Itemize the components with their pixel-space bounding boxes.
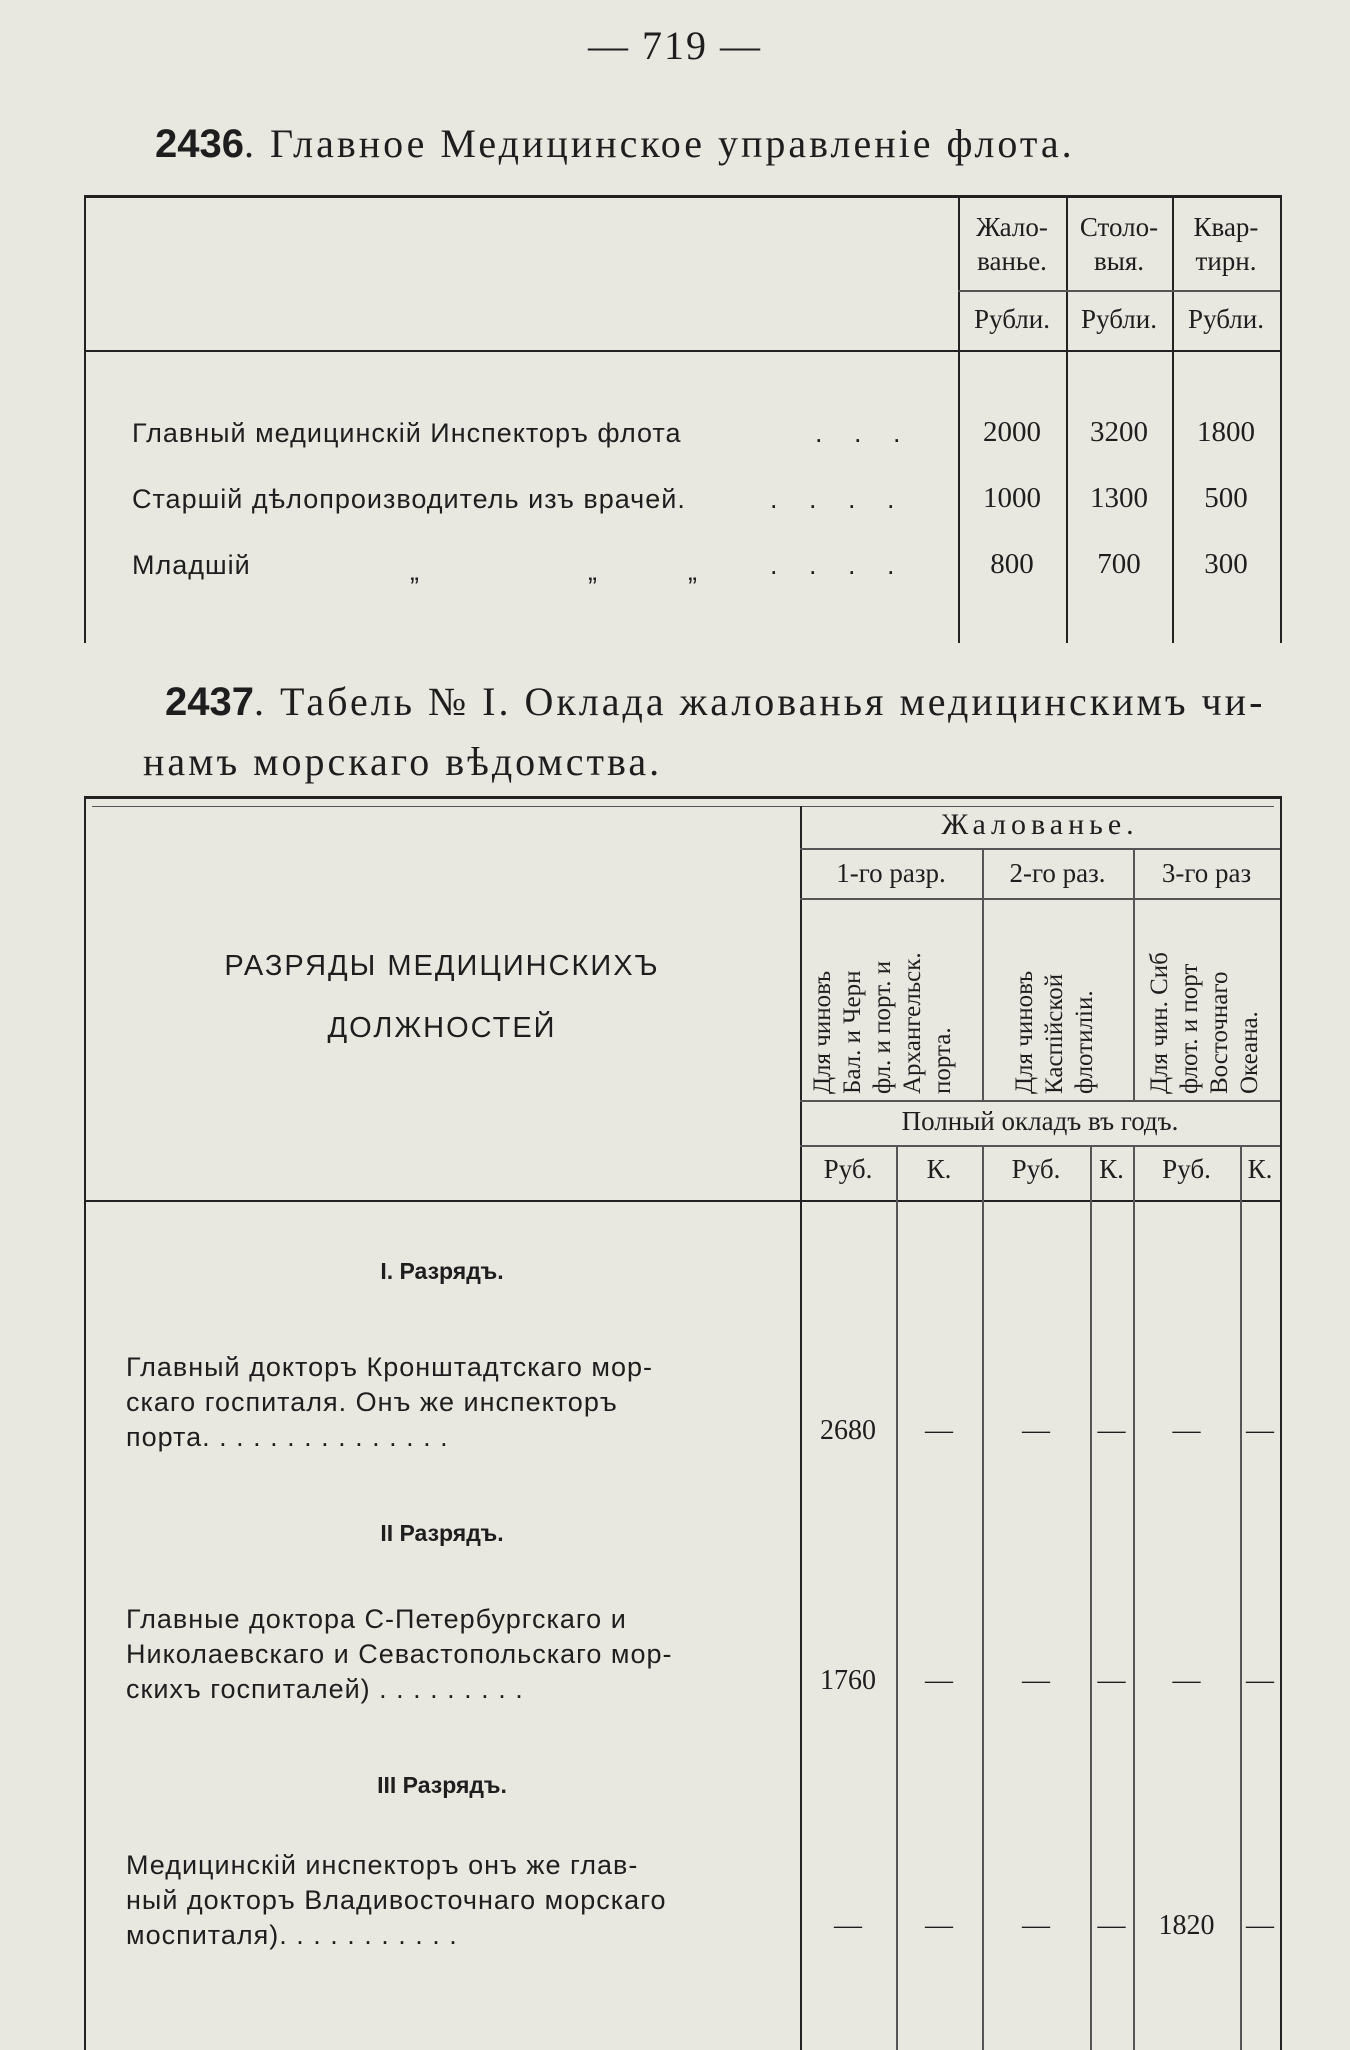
leader-dots: . . . . — [770, 484, 907, 514]
header-divider — [958, 290, 1280, 292]
group-header-rule — [800, 898, 1280, 900]
value-cell: — — [925, 1665, 953, 1696]
unit-label: К. — [1247, 1154, 1273, 1184]
row-header-line1: РАЗРЯДЫ МЕДИЦИНСКИХЪ — [224, 950, 660, 982]
unit-label: Руб. — [1162, 1154, 1211, 1184]
full-salary-header: Полный окладъ въ годъ. — [901, 1106, 1179, 1136]
section-title: . Главное Медицинское управленіе флота. — [243, 121, 1075, 166]
value-cell: 700 — [1097, 548, 1141, 580]
header-bottom-rule — [84, 1200, 1282, 1202]
value-cell: — — [1097, 1665, 1126, 1696]
value-cell: 300 — [1204, 548, 1248, 580]
unit-label: Рубли. — [974, 304, 1050, 334]
rotated-header: Для чиновъ Бал. и Черн фл. и порт. и Архангельск. порта. — [809, 952, 956, 1094]
unit-label: К. — [926, 1154, 952, 1184]
table-left-rule — [84, 796, 86, 2050]
value-cell: — — [1246, 1665, 1274, 1696]
value-cell: — — [1172, 1415, 1201, 1446]
value-cell: — — [1172, 1665, 1201, 1696]
section-2437-heading — [143, 672, 1275, 792]
value-cell: — — [1022, 1415, 1050, 1446]
ditto-mark: „ — [688, 556, 698, 586]
ditto-mark: „ — [410, 556, 420, 586]
section-number: 2436 — [155, 122, 244, 166]
table-top-inner-rule — [92, 806, 1274, 807]
row-label: Старшій дѣлопроизводитель изъ врачей. — [132, 484, 686, 514]
unit-label: Руб. — [1011, 1154, 1061, 1184]
rank-heading: II Разрядъ. — [380, 1520, 504, 1546]
leader-dots: . . . . — [770, 550, 907, 580]
column-header: Жало- ванье. — [976, 212, 1048, 276]
value-cell: — — [1097, 1415, 1126, 1446]
value-cell: 1300 — [1090, 482, 1148, 514]
unit-label: Руб. — [823, 1154, 873, 1184]
group-header: 2-го раз. — [1009, 858, 1106, 888]
rank-description: Главный докторъ Кронштадтскаго мор- скаго госпиталя. Онъ же инспекторъ порта. . . . . . . . . . . . . . . — [126, 1352, 653, 1452]
value-cell: 800 — [990, 548, 1034, 580]
section-title-line1: . Табель № I. Оклада жалованья медицинскимъ чи- — [253, 679, 1266, 724]
value-cell: — — [1022, 1665, 1050, 1696]
salary-header-rule — [800, 848, 1280, 850]
value-cell: 3200 — [1090, 416, 1148, 448]
value-cell: — — [834, 1910, 862, 1941]
unit-label: Рубли. — [1188, 304, 1264, 334]
ditto-mark: „ — [588, 556, 598, 586]
section-number: 2437 — [165, 680, 254, 724]
value-cell: 2000 — [983, 416, 1041, 448]
value-cell: — — [1246, 1910, 1274, 1941]
full-salary-rule — [800, 1145, 1280, 1147]
value-cell: — — [1097, 1910, 1126, 1941]
value-cell: — — [1022, 1910, 1050, 1941]
unit-label: К. — [1099, 1154, 1124, 1184]
table-right-rule — [1280, 796, 1282, 2050]
group-header: 3-го раз — [1161, 858, 1252, 888]
rank-description: Медицинскій инспекторъ онъ же глав- ный докторъ Владивосточнаго морскаго моспиталя). . . . . . . . . . . — [126, 1850, 667, 1950]
section-2436-heading — [155, 120, 1075, 167]
table-right-rule — [1280, 195, 1282, 643]
value-cell: 500 — [1204, 482, 1248, 514]
value-cell: — — [925, 1415, 953, 1446]
rank-heading: I. Разрядъ. — [380, 1258, 504, 1284]
header-bottom-rule — [84, 350, 1282, 352]
rank-description: Главные доктора С-Петербургскаго и Николаевскаго и Севастопольскаго мор- скихъ госпиталей) . . . . . . . . . — [126, 1604, 673, 1704]
table-left-rule — [84, 195, 86, 643]
value-cell: 1820 — [1158, 1910, 1215, 1941]
column-header: Квар- тирн. — [1193, 212, 1259, 276]
rank-heading: III Разрядъ. — [377, 1772, 507, 1798]
group-header: 1-го разр. — [836, 858, 946, 888]
value-cell: 1800 — [1197, 416, 1255, 448]
value-cell: 2680 — [820, 1415, 876, 1446]
value-cell: — — [925, 1910, 953, 1941]
leader-dots: . . . — [815, 418, 913, 448]
row-header-line2: ДОЛЖНОСТЕЙ — [327, 1012, 557, 1044]
row-label: Главный медицинскій Инспекторъ флота — [132, 418, 682, 448]
value-cell: 1000 — [983, 482, 1041, 514]
salary-header: Жалованье. — [941, 808, 1139, 841]
section-title-line2: намъ морскаго вѣдомства. — [143, 739, 663, 784]
row-label: Младшій — [132, 550, 251, 580]
rotated-header-rule — [800, 1100, 1280, 1102]
rotated-header: Для чиновъ Каспійской флотиліи. — [1011, 970, 1098, 1094]
rotated-header: Для чин. Сиб флот. и порт Восточнаго Океана. — [1146, 952, 1263, 1094]
column-header: Столо- выя. — [1079, 212, 1159, 276]
value-cell: — — [1246, 1415, 1274, 1446]
table-top-rule — [84, 796, 1282, 799]
unit-label: Рубли. — [1081, 304, 1157, 334]
page-number: — 719 — — [588, 23, 762, 68]
table-top-rule — [84, 195, 1282, 198]
value-cell: 1760 — [820, 1665, 876, 1696]
